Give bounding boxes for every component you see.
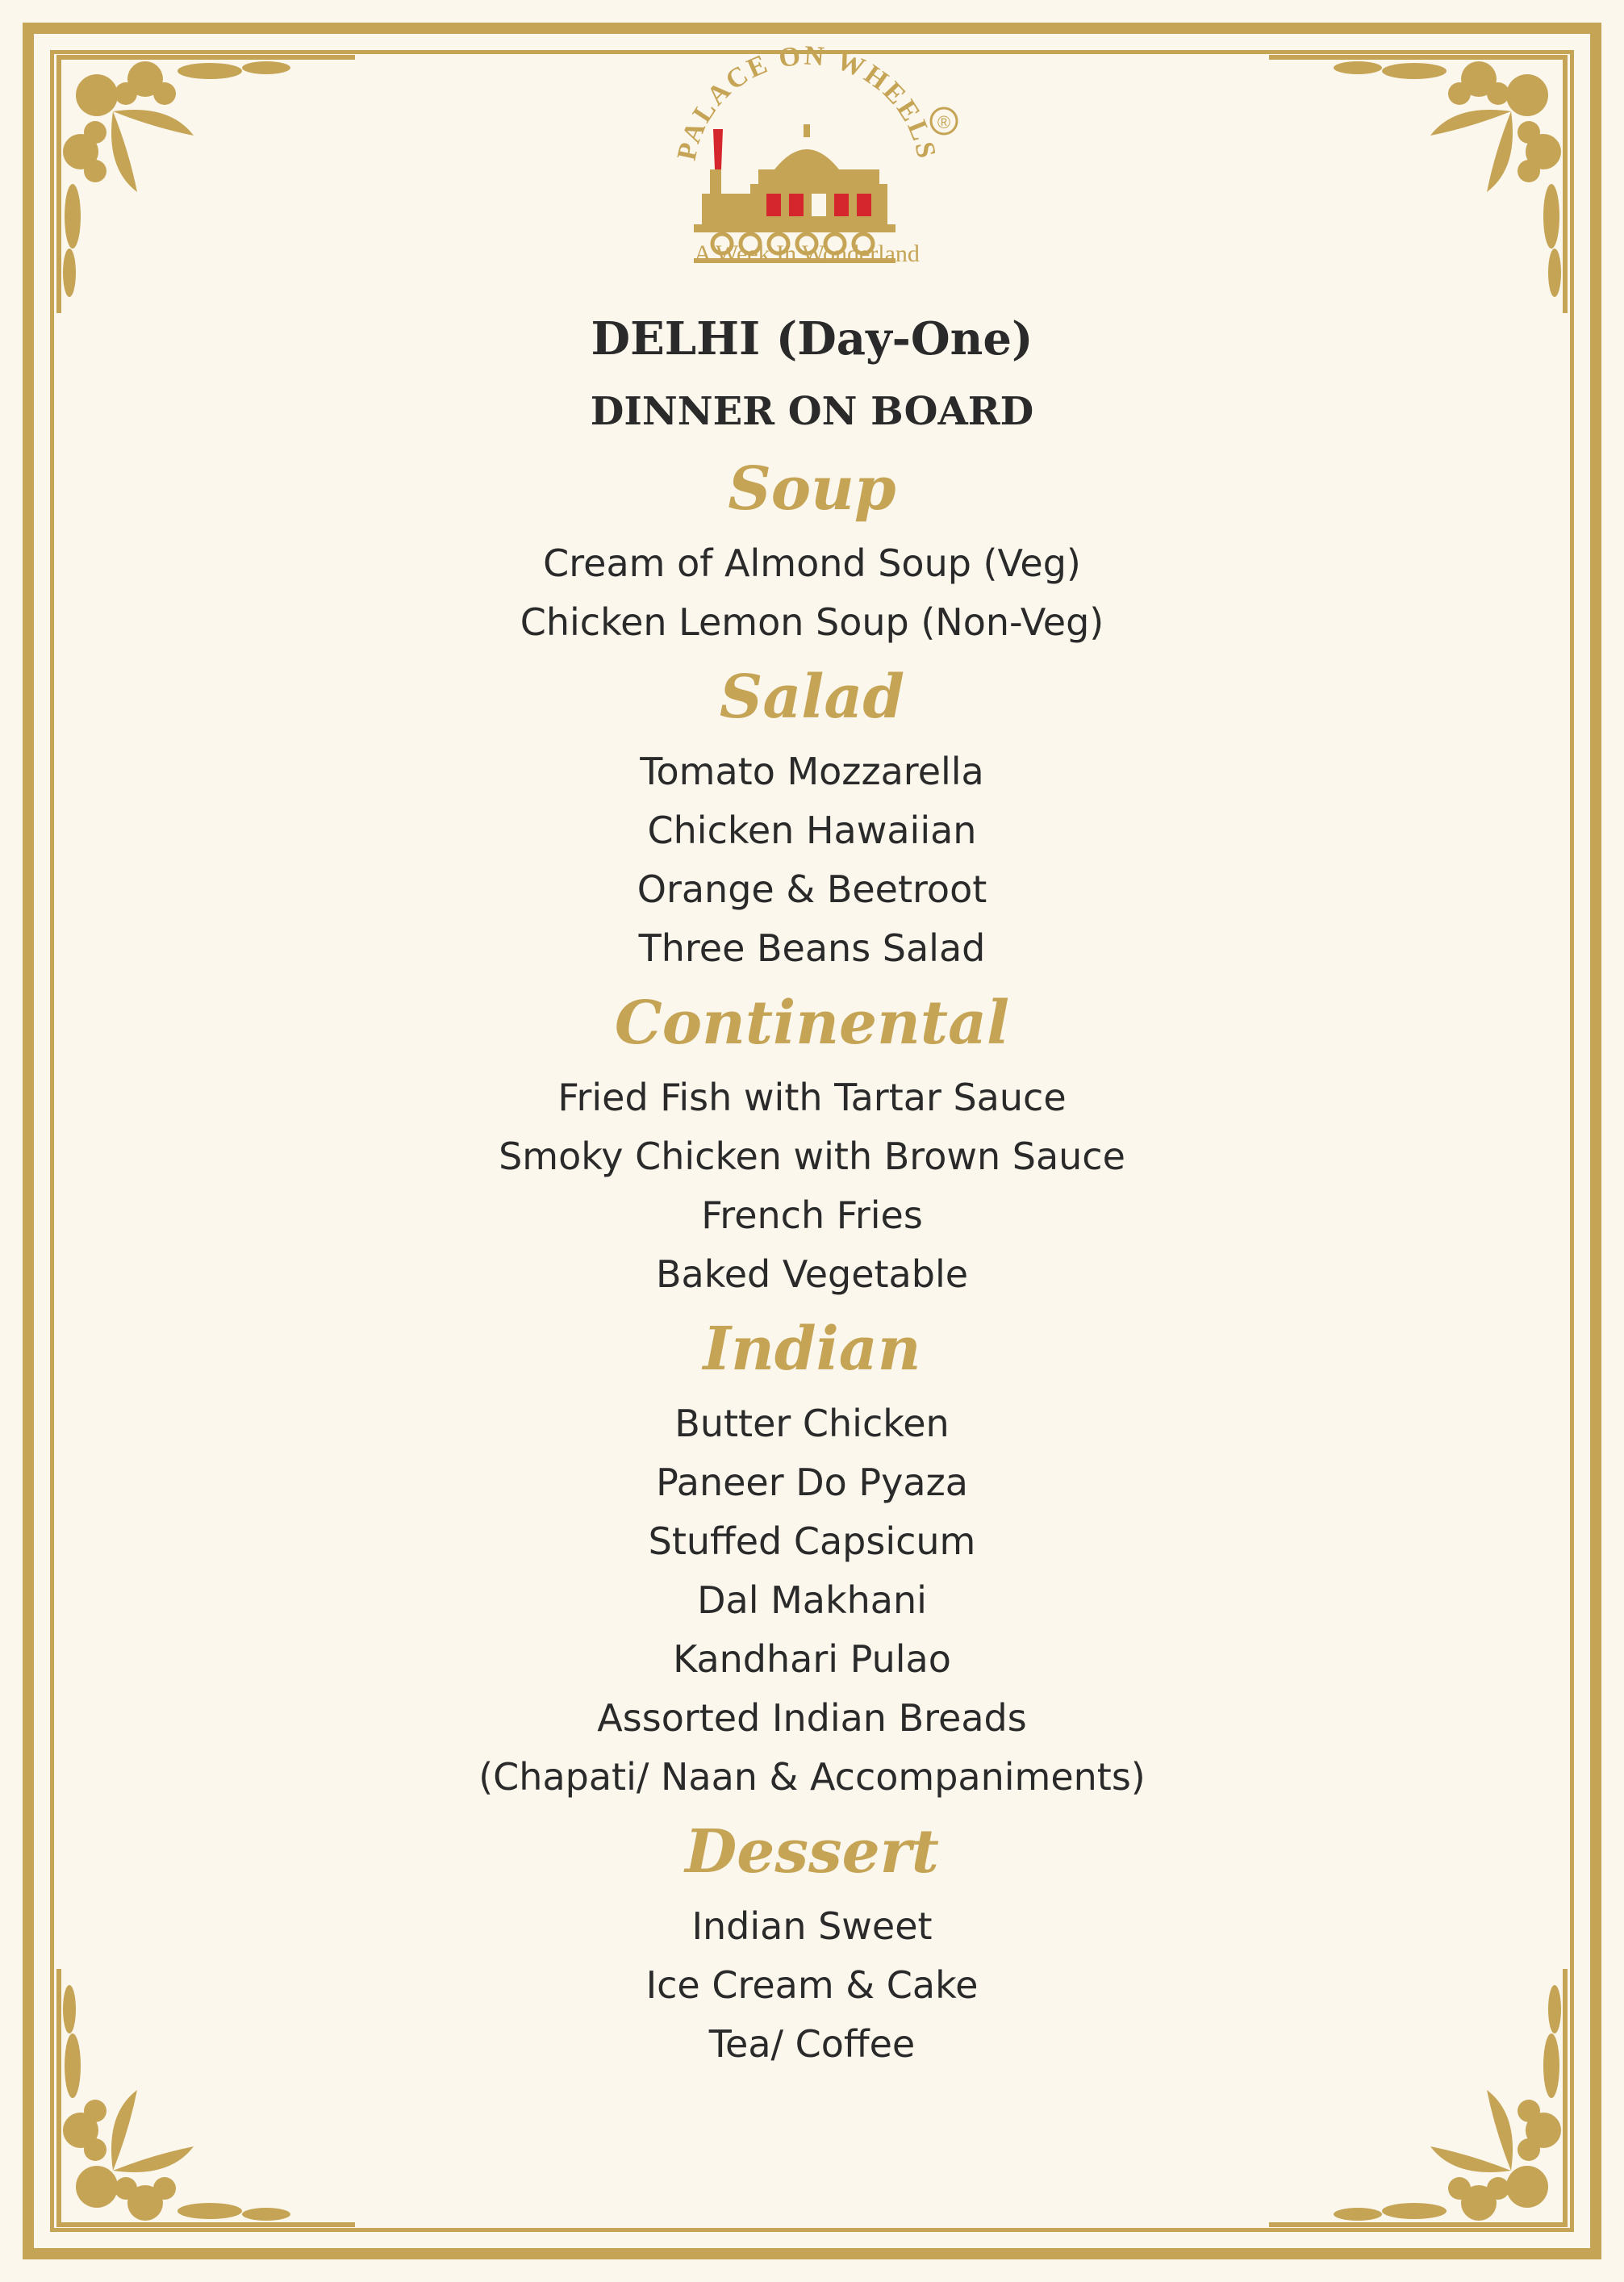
section-heading: Indian	[703, 1314, 921, 1384]
menu-item: Tomato Mozzarella	[640, 750, 984, 793]
page-title: DELHI (Day-One)	[591, 312, 1033, 366]
menu-item: Assorted Indian Breads	[597, 1696, 1027, 1740]
menu-item: (Chapati/ Naan & Accompaniments)	[478, 1755, 1146, 1799]
menu-item: Chicken Lemon Soup (Non-Veg)	[520, 600, 1104, 644]
floral-corner-top-right-icon	[1269, 47, 1576, 321]
menu-section-dessert	[0, 1810, 1624, 2074]
menu-item: Ice Cream & Cake	[645, 1963, 979, 2007]
menu-item: Paneer Do Pyaza	[656, 1461, 968, 1504]
menu-item: Tea/ Coffee	[708, 2022, 916, 2066]
menu-section-continental	[0, 981, 1624, 1304]
menu-item: Cream of Almond Soup (Veg)	[543, 541, 1081, 585]
menu-item: Indian Sweet	[691, 1904, 933, 1948]
menu-item: Baked Vegetable	[655, 1252, 969, 1296]
menu-item: Smoky Chicken with Brown Sauce	[499, 1135, 1125, 1178]
section-heading: Salad	[719, 662, 905, 732]
menu-section-indian	[0, 1307, 1624, 1807]
menu-item: Dal Makhani	[697, 1578, 927, 1622]
section-heading: Continental	[614, 988, 1010, 1058]
menu-item: French Fries	[701, 1193, 923, 1237]
logo-tagline: A Week In Wonderland	[694, 240, 920, 267]
floral-corner-top-left-icon	[48, 47, 355, 321]
section-heading: Dessert	[685, 1817, 939, 1887]
menu-item: Chicken Hawaiian	[647, 809, 977, 852]
menu-section-salad	[0, 655, 1624, 978]
menu-item: Kandhari Pulao	[673, 1637, 951, 1681]
menu-item: Butter Chicken	[674, 1402, 950, 1445]
svg-text:PALACE ON WHEELS	[672, 40, 942, 163]
menu-section-soup	[0, 447, 1624, 652]
section-heading: Soup	[728, 454, 896, 524]
menu-content	[0, 299, 1624, 2074]
menu-item: Three Beans Salad	[638, 926, 986, 970]
menu-item: Stuffed Capsicum	[648, 1519, 976, 1563]
registered-mark: ®	[937, 112, 951, 132]
page-subtitle: DINNER ON BOARD	[590, 389, 1034, 434]
menu-item: Orange & Beetroot	[637, 867, 987, 911]
logo-brand-name: PALACE ON WHEELS	[671, 40, 942, 164]
menu-item: Fried Fish with Tartar Sauce	[557, 1076, 1067, 1119]
